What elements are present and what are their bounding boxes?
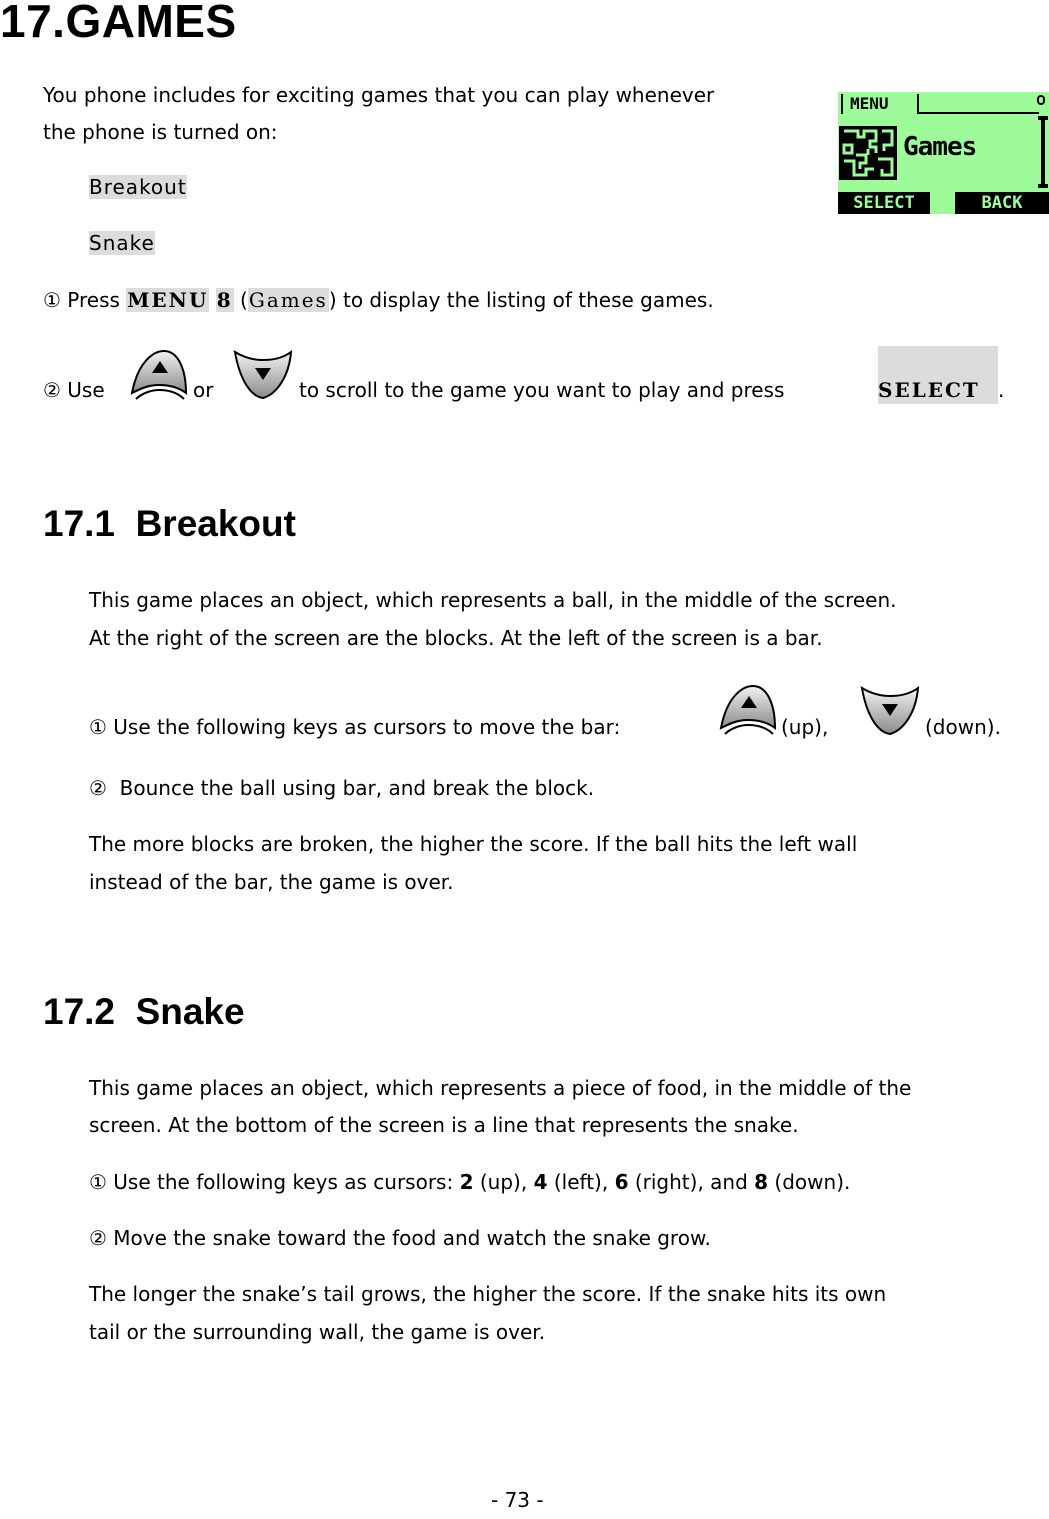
menu-label: MENU <box>850 94 889 113</box>
snake-step-2: ② Move the snake toward the food and watch the snake grow. <box>89 1226 711 1250</box>
scrollbar <box>1041 120 1045 186</box>
step-text: ① Use the following keys as cursors: <box>89 1170 460 1194</box>
key-games: Games <box>248 288 328 312</box>
intro-line-1: You phone includes for exciting games that you can play whenever <box>43 83 715 107</box>
chapter-number: 17. <box>0 0 66 47</box>
snake-para-3: The longer the snake’s tail grows, the higher the score. If the snake hits its own <box>89 1282 887 1306</box>
breakout-para-2: At the right of the screen are the blocks. At the left of the screen is a bar. <box>89 626 823 650</box>
step-marker: ② <box>43 378 61 402</box>
step-text: (right), and <box>628 1170 755 1194</box>
step-text: (up), <box>473 1170 534 1194</box>
key-select: SELECT <box>878 378 980 402</box>
select-softkey[interactable]: SELECT <box>838 192 930 214</box>
step-text: (down). <box>768 1170 851 1194</box>
chapter-heading <box>0 0 237 48</box>
page-number-icon <box>1037 95 1045 105</box>
snake-para-1: This game places an object, which represents a piece of food, in the middle of the <box>89 1076 912 1100</box>
snake-para-4: tail or the surrounding wall, the game is over. <box>89 1320 546 1344</box>
snake-step-1 <box>89 1163 850 1201</box>
chapter-title: GAMES <box>65 0 237 47</box>
key-4: 4 <box>533 1170 548 1194</box>
game-name-snake: Snake <box>89 231 155 255</box>
section-heading-breakout: 17.1 Breakout <box>43 503 296 544</box>
step-marker: ① <box>43 288 61 312</box>
down-arrow-key-icon <box>231 346 295 402</box>
title-bar-line <box>917 94 919 114</box>
snake-para-2: screen. At the bottom of the screen is a line that represents the snake. <box>89 1113 799 1137</box>
back-softkey[interactable]: BACK <box>955 192 1049 214</box>
step-text: Use <box>60 378 105 402</box>
up-arrow-key-icon <box>717 682 779 740</box>
step-text: or <box>193 378 214 402</box>
step-text: ) to display the listing of these games. <box>328 288 714 312</box>
phone-screen-image <box>838 92 1049 214</box>
key-6: 6 <box>614 1170 629 1194</box>
step-text: (left), <box>547 1170 615 1194</box>
step-text: (up), <box>781 715 829 739</box>
down-arrow-key-icon <box>858 682 922 738</box>
step-text <box>43 371 105 409</box>
key-2: 2 <box>459 1170 474 1194</box>
games-item-label: Games <box>903 132 977 162</box>
step-text: ( <box>233 288 248 312</box>
menu-tab <box>841 94 913 114</box>
intro-line-2: the phone is turned on: <box>43 120 278 144</box>
puzzle-icon <box>838 125 898 181</box>
game-name-breakout: Breakout <box>89 175 187 199</box>
step-text: (down). <box>925 715 1001 739</box>
step-1 <box>43 281 714 319</box>
breakout-para-1: This game places an object, which represents a ball, in the middle of the screen. <box>89 588 897 612</box>
key-8: 8 <box>754 1170 769 1194</box>
step-text: Press <box>60 288 127 312</box>
key-8: 8 <box>216 288 233 312</box>
breakout-para-4: instead of the bar, the game is over. <box>89 870 454 894</box>
step-text: to scroll to the game you want to play and press <box>299 378 785 402</box>
up-arrow-key-icon <box>128 347 190 405</box>
step-text: . <box>998 378 1005 402</box>
game-list-item <box>89 224 155 262</box>
breakout-para-3: The more blocks are broken, the higher the score. If the ball hits the left wall <box>89 832 858 856</box>
game-list-item <box>89 168 187 206</box>
breakout-step-2: ② Bounce the ball using bar, and break the block. <box>89 776 595 800</box>
page-number: - 73 - <box>491 1488 544 1512</box>
section-heading-snake: 17.2 Snake <box>43 991 245 1032</box>
step-text: ① Use the following keys as cursors to move the bar: <box>89 715 621 739</box>
key-menu: MENU <box>127 288 209 312</box>
